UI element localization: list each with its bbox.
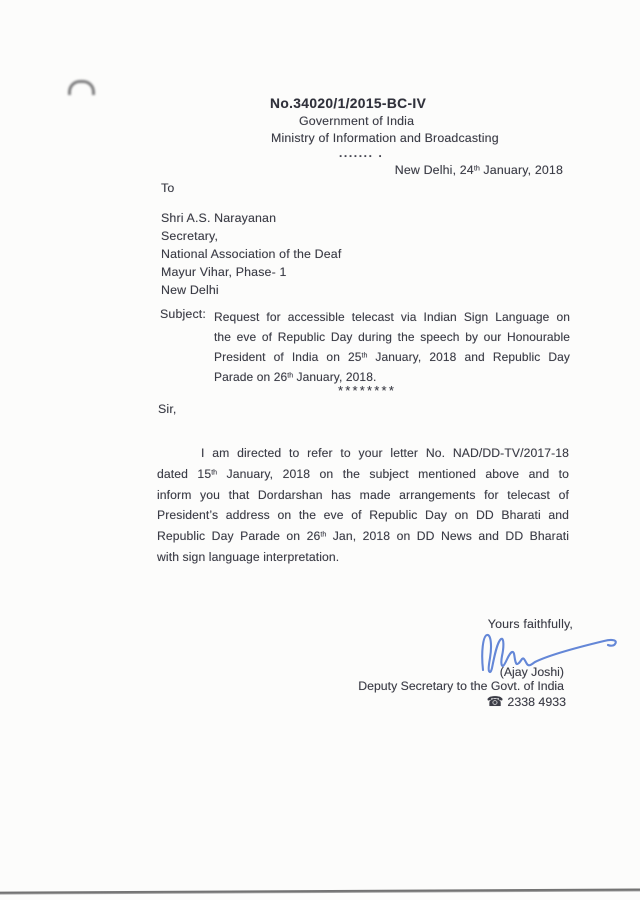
text-line: New Delhi	[161, 283, 219, 297]
text-line: President of India on 25th January, 2018 and Republic Day	[214, 350, 570, 364]
text-line: I am directed to refer to your letter No. NAD/DD-TV/2017-18	[201, 446, 569, 460]
text-line: Mayur Vihar, Phase- 1	[161, 265, 287, 279]
text-line: Republic Day Parade on 26th Jan, 2018 on DD News and DD Bharati	[157, 529, 569, 544]
org-name: Government of India	[299, 114, 415, 128]
text-line: Parade on 26th January, 2018.	[214, 370, 377, 384]
dateline: New Delhi, 24th January, 2018	[394, 163, 563, 177]
salutation: Sir,	[158, 402, 177, 416]
to-label: To	[161, 181, 175, 195]
subject-label: Subject:	[160, 307, 206, 321]
text-line: President’s address on the eve of Republic Day on DD Bharati and	[157, 508, 569, 523]
recipient-address	[161, 209, 341, 299]
phone-number: 2338 4933	[507, 695, 566, 709]
text-line: with sign language interpretation.	[157, 549, 340, 564]
punch-hole-mark	[68, 80, 95, 95]
subject-text	[214, 307, 570, 387]
text-line: inform you that Dordarshan has made arrangements for telecast of	[157, 487, 569, 502]
body-paragraph	[157, 443, 569, 568]
signer-title: Deputy Secretary to the Govt. of India	[358, 679, 564, 693]
paper-bottom-edge	[0, 888, 640, 894]
telephone-icon: ☎	[486, 694, 504, 709]
text-line: Request for accessible telecast via Indian Sign Language on	[214, 310, 570, 324]
text-line: dated 15th January, 2018 on the subject mentioned above and to	[157, 466, 570, 481]
signer-name: (Ajay Joshi)	[499, 665, 564, 679]
text-line: National Association of the Deaf	[161, 247, 342, 261]
text-line: Secretary,	[161, 229, 219, 243]
reference-number: No.34020/1/2015-BC-IV	[270, 96, 427, 111]
phone-line	[487, 694, 566, 710]
text-line: Shri A.S. Narayanan	[161, 211, 277, 225]
ministry-name: Ministry of Information and Broadcasting	[271, 131, 499, 145]
stars-separator: ********	[338, 383, 397, 398]
closing-line: Yours faithfully,	[487, 617, 573, 631]
text-line: the eve of Republic Day during the speech by our Honourable	[214, 330, 570, 344]
dots-separator: ....... .	[339, 146, 384, 160]
